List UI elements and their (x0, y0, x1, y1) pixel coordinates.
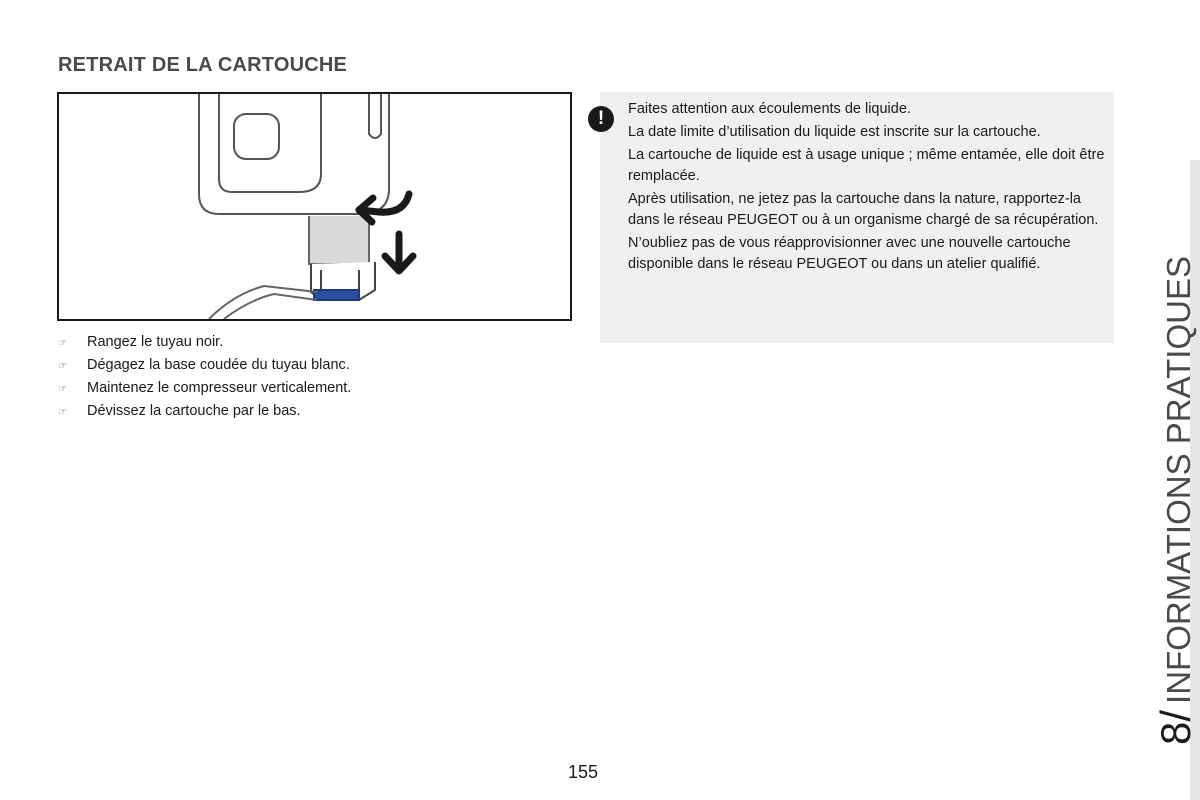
hand-pointer-icon: ☞ (58, 407, 67, 418)
instruction-steps (58, 334, 351, 426)
chapter-name: INFORMATIONS PRATIQUES (1160, 256, 1197, 704)
list-item (58, 380, 351, 403)
step-text: Rangez le tuyau noir. (87, 334, 224, 350)
warning-paragraph: La cartouche de liquide est à usage unique ; même entamée, elle doit être remplacée. (628, 147, 1105, 184)
hand-pointer-icon: ☞ (58, 384, 67, 395)
warning-paragraph: N’oubliez pas de vous réapprovisionner avec une nouvelle cartouche disponible dans le réseau PEUGEOT ou dans un atelier qualifié. (628, 235, 1071, 272)
page-number: 155 (568, 762, 599, 782)
cartridge-removal-illustration (57, 92, 572, 321)
chapter-title (1152, 256, 1199, 745)
warning-paragraph: Après utilisation, ne jetez pas la cartouche dans la nature, rapportez-la dans le réseau PEUGEOT ou à un organisme chargé de sa récupération. (628, 191, 1099, 228)
list-item (58, 334, 351, 357)
warning-paragraph: La date limite d’utilisation du liquide est inscrite sur la cartouche. (628, 124, 1041, 140)
list-item (58, 357, 351, 380)
warning-text (628, 99, 1108, 277)
chapter-number: 8/ (1152, 709, 1199, 745)
warning-paragraph: Faites attention aux écoulements de liquide. (628, 101, 911, 117)
list-item (58, 403, 351, 426)
hand-pointer-icon: ☞ (58, 361, 67, 372)
step-text: Dévissez la cartouche par le bas. (87, 403, 301, 419)
step-text: Dégagez la base coudée du tuyau blanc. (87, 357, 350, 373)
warning-icon: ! (588, 106, 614, 132)
step-text: Maintenez le compresseur verticalement. (87, 380, 352, 396)
hand-pointer-icon: ☞ (58, 338, 67, 349)
down-arrow-icon (385, 234, 413, 271)
section-title: RETRAIT DE LA CARTOUCHE (58, 54, 348, 76)
